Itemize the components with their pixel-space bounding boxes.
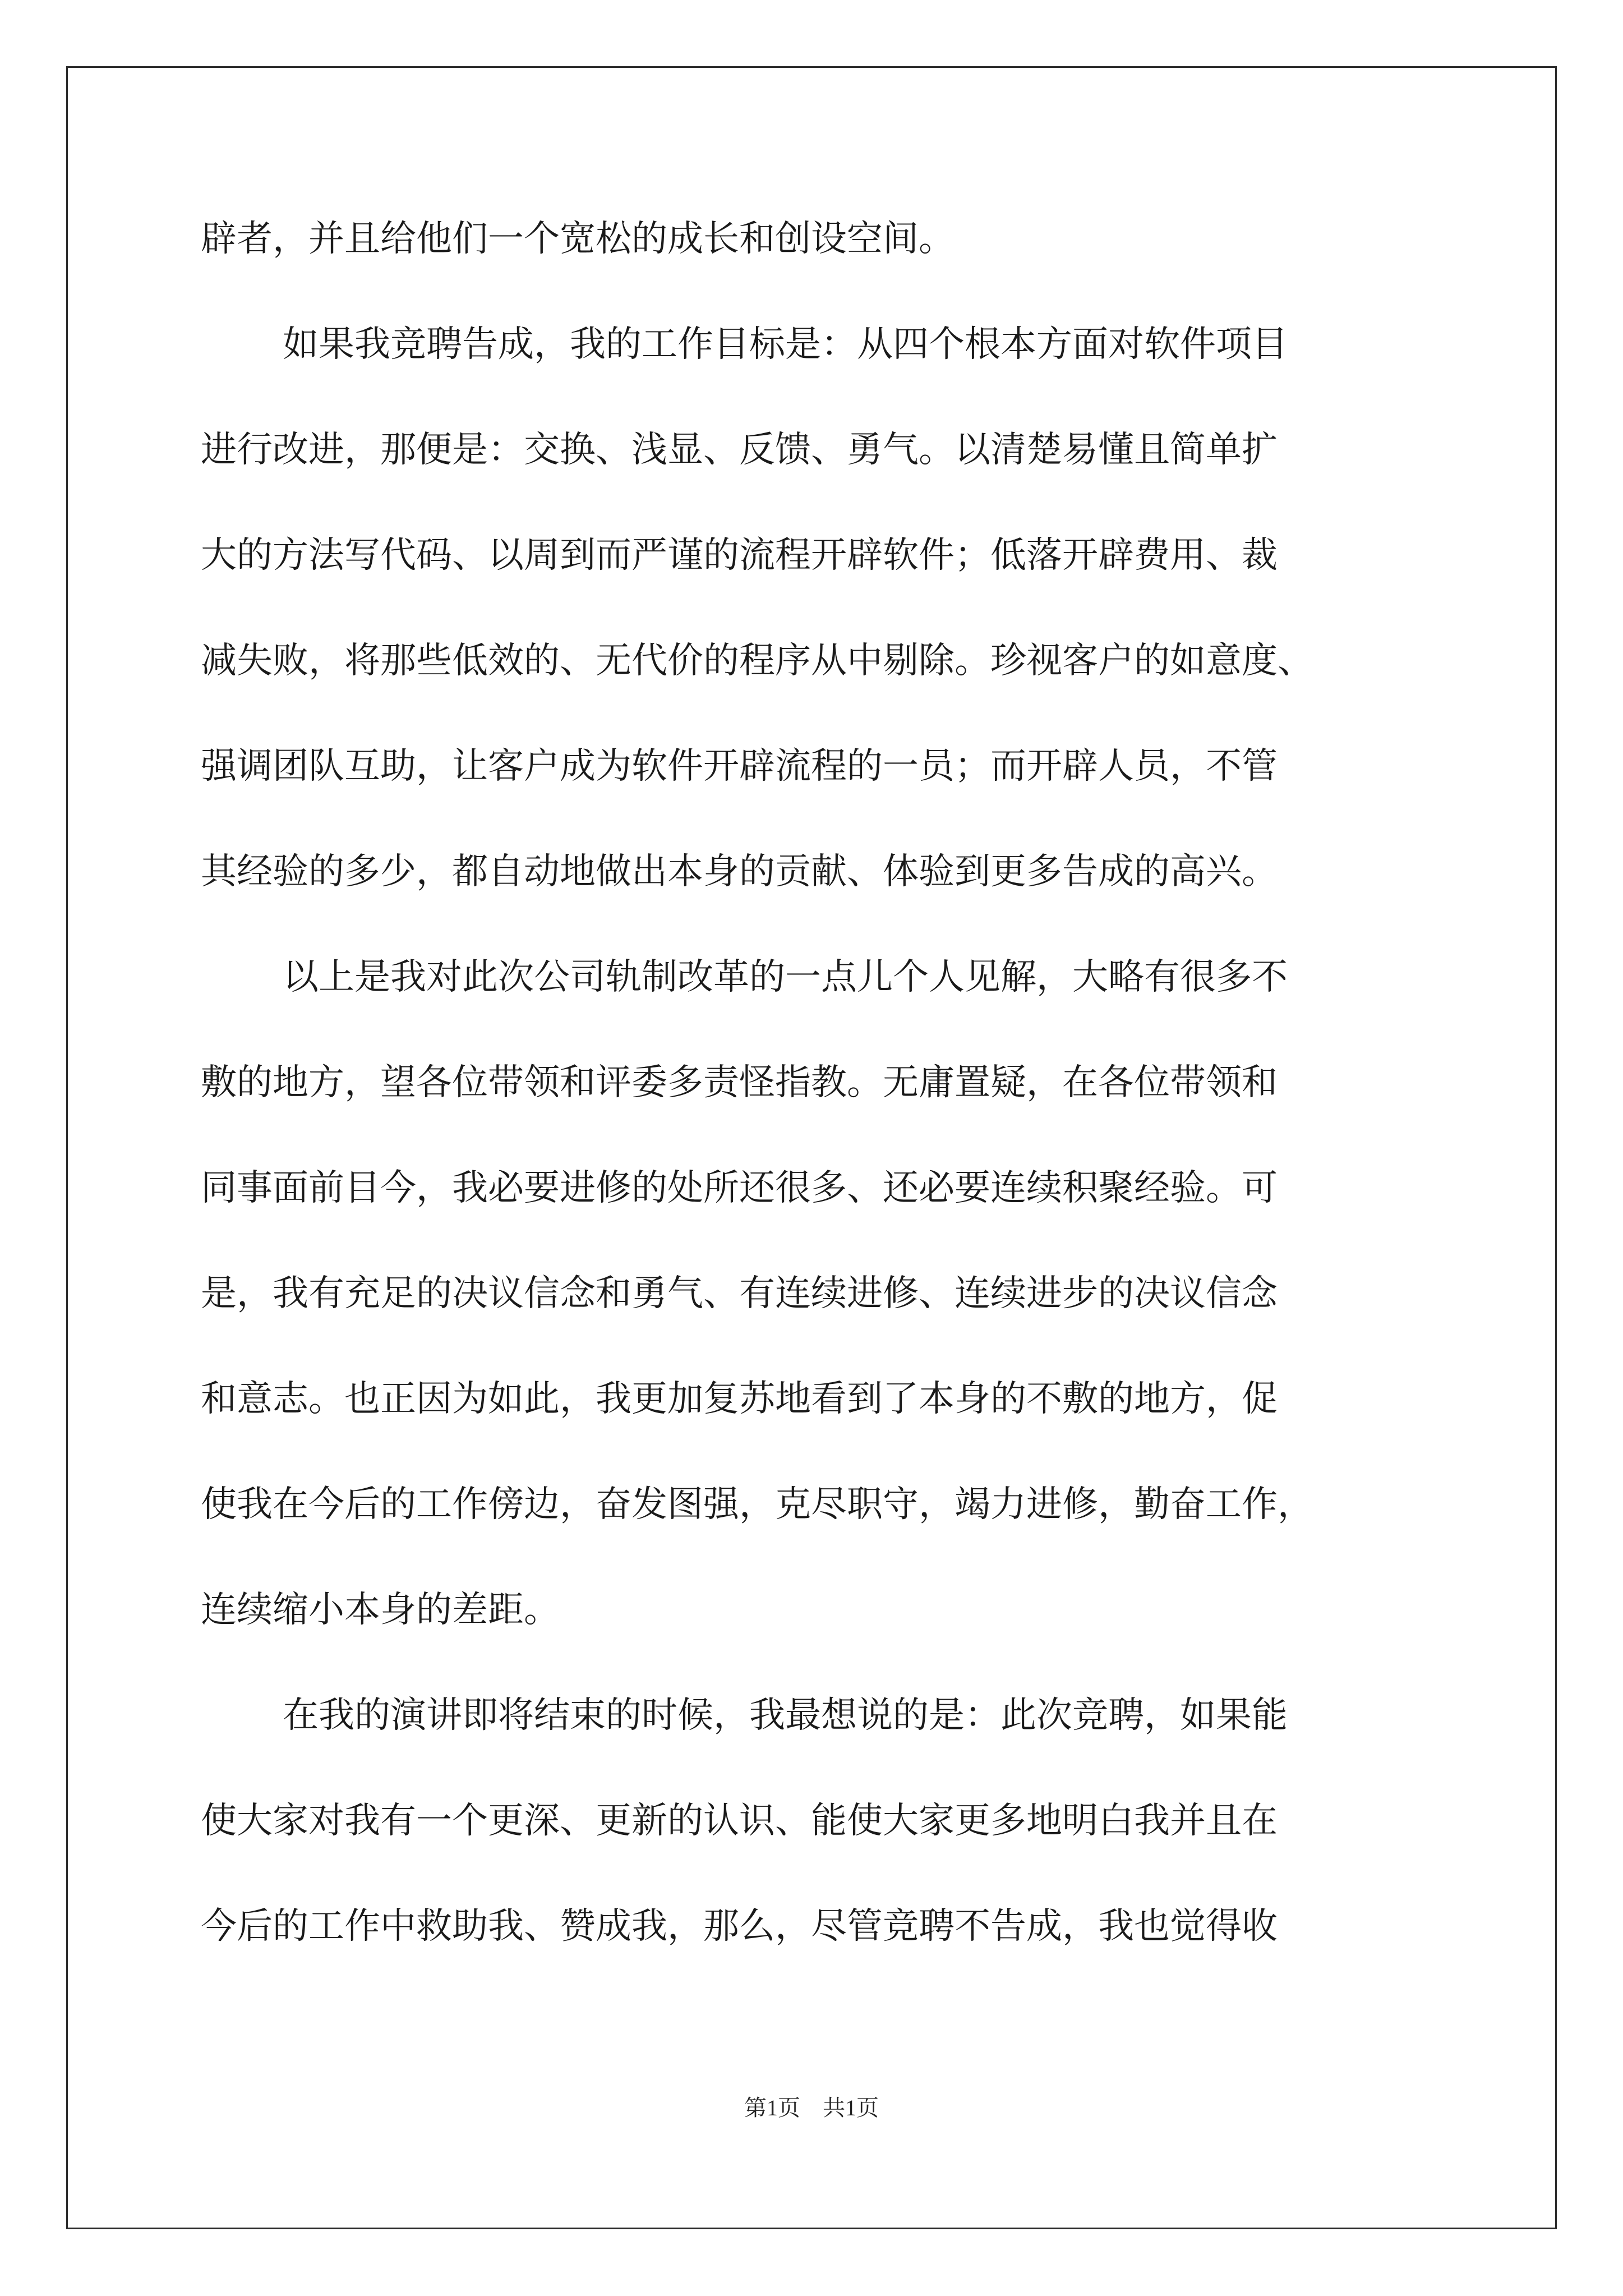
text-line: 是，我有充足的决议信念和勇气、有连续进修、连续进步的决议信念 xyxy=(201,1273,1278,1314)
text-line: 和意志。也正因为如此，我更加复苏地看到了本身的不敷的地方，促 xyxy=(201,1378,1278,1420)
text-line: 敷的地方，望各位带领和评委多责怪指教。无庸置疑，在各位带领和 xyxy=(201,1062,1278,1103)
text-line: 同事面前目今，我必要进修的处所还很多、还必要连续积聚经验。可 xyxy=(201,1167,1278,1209)
text-line: 使我在今后的工作傍边，奋发图强，克尽职守，竭力进修，勤奋工作， xyxy=(201,1484,1313,1525)
text-line: 在我的演讲即将结束的时候，我最想说的是：此次竞聘，如果能 xyxy=(283,1695,1288,1736)
text-line: 减失败，将那些低效的、无代价的程序从中剔除。珍视客户的如意度、 xyxy=(201,640,1313,682)
text-line: 今后的工作中救助我、赞成我，那么，尽管竞聘不告成，我也觉得收 xyxy=(201,1906,1278,1947)
text-line: 强调团队互助，让客户成为软件开辟流程的一员；而开辟人员，不管 xyxy=(201,746,1278,787)
text-line: 其经验的多少，都自动地做出本身的贡献、体验到更多告成的高兴。 xyxy=(201,851,1278,892)
text-line: 辟者，并且给他们一个宽松的成长和创设空间。 xyxy=(201,218,955,260)
text-line: 以上是我对此次公司轨制改革的一点儿个人见解，大略有很多不 xyxy=(283,956,1288,998)
text-line: 大的方法写代码、以周到而严谨的流程开辟软件；低落开辟费用、裁 xyxy=(201,535,1278,576)
text-line: 使大家对我有一个更深、更新的认识、能使大家更多地明白我并且在 xyxy=(201,1800,1278,1842)
text-line: 如果我竞聘告成，我的工作目标是：从四个根本方面对软件项目 xyxy=(283,324,1288,365)
page-footer: 第1页 共1页 xyxy=(744,2095,879,2120)
text-line: 连续缩小本身的差距。 xyxy=(201,1589,560,1631)
document-body xyxy=(201,186,1432,1979)
text-line: 进行改进，那便是：交换、浅显、反馈、勇气。以清楚易懂且简单扩 xyxy=(201,429,1278,471)
